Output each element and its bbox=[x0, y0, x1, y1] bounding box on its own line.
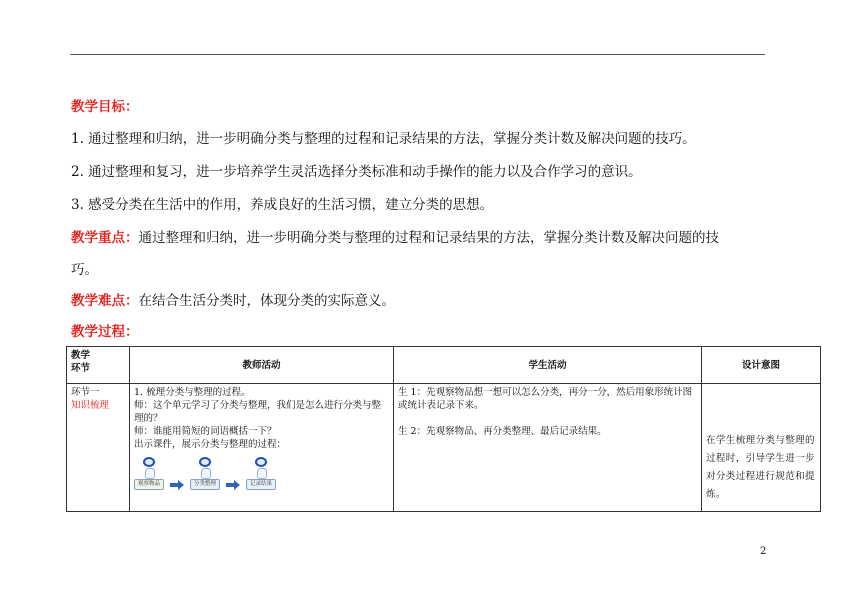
segment-cell bbox=[67, 384, 130, 512]
teacher-cell bbox=[130, 384, 394, 512]
robot-icon bbox=[141, 457, 157, 479]
key-points-continued: 巧。 bbox=[71, 262, 98, 278]
table-row bbox=[67, 384, 821, 512]
flow-step bbox=[246, 457, 276, 490]
page-number: 2 bbox=[760, 546, 767, 557]
difficulty-label: 教学难点： bbox=[71, 293, 139, 309]
teacher-line: 1. 梳理分类与整理的过程。 bbox=[134, 387, 251, 398]
teacher-line: 师：谁能用简短的词语概括一下？ bbox=[134, 426, 277, 437]
segment-title: 知识梳理 bbox=[71, 400, 110, 411]
segment-name: 环节一 bbox=[71, 387, 100, 398]
process-table bbox=[66, 346, 821, 512]
objectives-heading: 教学目标： bbox=[71, 99, 139, 115]
header-segment-line1: 教学 bbox=[71, 350, 91, 361]
flow-step-label: 记录结果 bbox=[246, 479, 276, 490]
teacher-line: 出示课件，展示分类与整理的过程： bbox=[134, 439, 287, 450]
design-text: 在学生梳理分类与整理的过程时，引导学生进一步对分类过程进行规范和提炼。 bbox=[706, 435, 815, 500]
design-cell bbox=[702, 384, 821, 512]
flow-step-label: 分类整理 bbox=[190, 479, 220, 490]
teacher-line: 师：这个单元学习了分类与整理，我们是怎么进行分类与整理的？ bbox=[134, 400, 382, 424]
process-flow-diagram bbox=[134, 457, 389, 490]
robot-icon bbox=[197, 457, 213, 479]
flow-step bbox=[190, 457, 220, 490]
student-cell bbox=[394, 384, 702, 512]
student-line: 生 1：先观察物品想一想可以怎么分类，再分一分，然后用象形统计图或统计表记录下来。 bbox=[398, 387, 693, 411]
flow-step bbox=[134, 457, 164, 490]
flow-step-label: 观察物品 bbox=[134, 479, 164, 490]
robot-icon bbox=[253, 457, 269, 479]
header-student: 学生活动 bbox=[394, 347, 702, 384]
key-points-text: 通过整理和归纳，进一步明确分类与整理的过程和记录结果的方法，掌握分类计数及解决问题的技 bbox=[138, 230, 719, 246]
objective-1: 1. 通过整理和归纳，进一步明确分类与整理的过程和记录结果的方法，掌握分类计数及解决问题的技巧。 bbox=[71, 131, 696, 147]
arrow-right-icon bbox=[170, 480, 184, 490]
header-design: 设计意图 bbox=[702, 347, 821, 384]
key-points-label: 教学重点： bbox=[71, 230, 139, 246]
process-heading: 教学过程： bbox=[71, 324, 139, 340]
difficulty bbox=[71, 292, 395, 310]
header-rule bbox=[70, 54, 765, 55]
header-segment-line2: 环节 bbox=[71, 363, 91, 374]
header-segment bbox=[67, 347, 130, 384]
arrow-right-icon bbox=[226, 480, 240, 490]
difficulty-text: 在结合生活分类时，体现分类的实际意义。 bbox=[138, 293, 395, 309]
student-line: 生 2：先观察物品、再分类整理、最后记录结果。 bbox=[398, 426, 607, 437]
table-header-row bbox=[67, 347, 821, 384]
key-points bbox=[71, 229, 719, 247]
objective-2: 2. 通过整理和复习，进一步培养学生灵活选择分类标准和动手操作的能力以及合作学习的意识。 bbox=[71, 164, 642, 180]
objective-3: 3. 感受分类在生活中的作用，养成良好的生活习惯，建立分类的思想。 bbox=[71, 197, 494, 213]
header-teacher: 教师活动 bbox=[130, 347, 394, 384]
